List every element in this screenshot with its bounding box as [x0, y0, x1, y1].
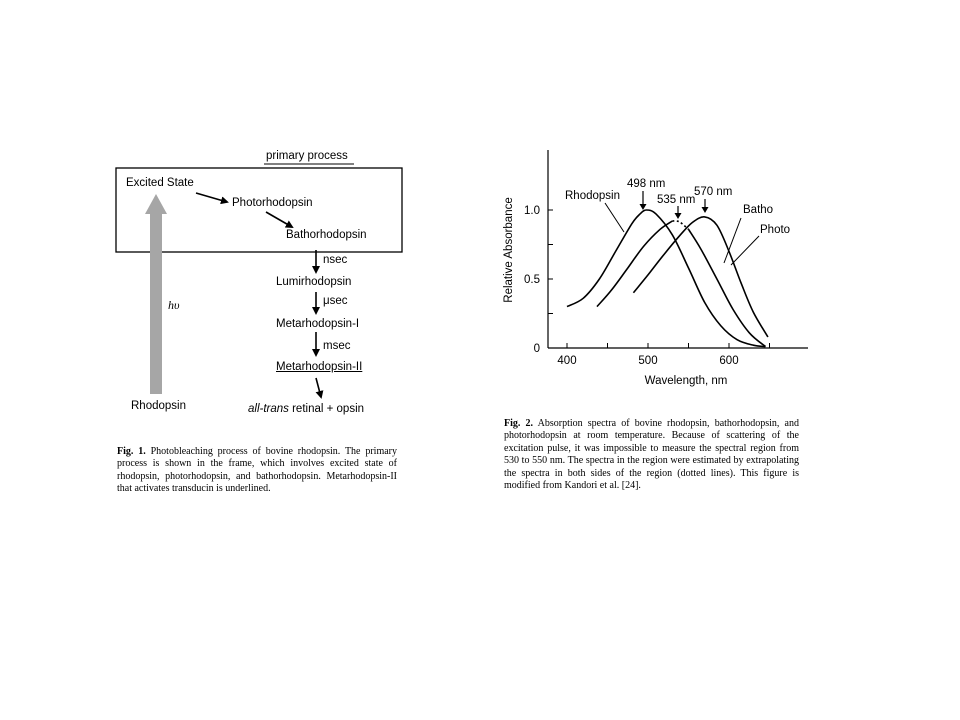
lumirhodopsin-label: Lumirhodopsin — [276, 276, 352, 288]
x-tick-label: 500 — [638, 355, 658, 367]
photorhodopsin-label: Photorhodopsin — [232, 197, 313, 209]
series-label-leader — [724, 218, 741, 263]
series-label: Rhodopsin — [565, 190, 620, 202]
fig1-caption-text: Photobleaching process of bovine rhodopsin. The primary process is shown in the frame, which involves excited state of rhodopsin, photorhodopsin, and bathorhodopsin. Metarhodopsin-II that activates transducin is underlined. — [117, 446, 398, 495]
x-tick-label: 400 — [557, 355, 577, 367]
primary-process-label: primary process — [266, 150, 348, 162]
y-tick-label: 0.5 — [524, 274, 540, 286]
y-tick-label: 1.0 — [524, 205, 540, 217]
fig1-caption-label: Fig. 1. — [117, 446, 146, 457]
metarhodopsin-1-label: Metarhodopsin-I — [276, 318, 360, 330]
series-label: Photo — [760, 224, 791, 236]
rhodopsin-label: Rhodopsin — [131, 400, 186, 412]
retinal-opsin-rest: retinal + opsin — [288, 403, 365, 415]
all-trans-italic: all-trans — [248, 403, 289, 415]
peak-label: 535 nm — [657, 194, 696, 206]
series-label: Batho — [743, 204, 774, 216]
hv-label: hυ — [168, 298, 180, 312]
x-tick-label: 600 — [719, 355, 739, 367]
series-label-leader — [605, 203, 624, 232]
fig2-caption — [504, 418, 799, 492]
msec-label: msec — [323, 340, 351, 352]
peak-label: 570 nm — [694, 186, 733, 198]
peak-arrow-head — [675, 213, 682, 219]
rhodopsin-curve — [567, 210, 766, 347]
y-axis-label: Relative Absorbance — [503, 197, 515, 303]
peak-arrow-head — [702, 207, 709, 213]
bathorhodopsin-label: Bathorhodopsin — [286, 229, 367, 241]
fig2-caption-label: Fig. 2. — [504, 418, 534, 429]
metarhodopsin-2-label: Metarhodopsin-II — [276, 361, 363, 373]
x-axis-label: Wavelength, nm — [644, 375, 728, 387]
usec-label: μsec — [323, 295, 348, 307]
peak-arrow-head — [640, 204, 647, 210]
excited-state-label: Excited State — [126, 177, 194, 189]
series-label-leader — [731, 236, 759, 265]
fig2-caption-text: Absorption spectra of bovine rhodopsin, bathorhodopsin, and photorhodopsin at room temperature. Because of scattering of the excitation pulse, it was impossible to measure the spectral region from 530 to 550 nm. The spectra in the region were estimated by extrapolating the spectra in both sides of the region (dotted lines). This figure is modified from Kandori et al. [24]. — [504, 418, 799, 492]
y-tick-label: 0 — [533, 343, 540, 355]
nsec-label: nsec — [323, 254, 348, 266]
peak-label: 498 nm — [627, 178, 666, 190]
